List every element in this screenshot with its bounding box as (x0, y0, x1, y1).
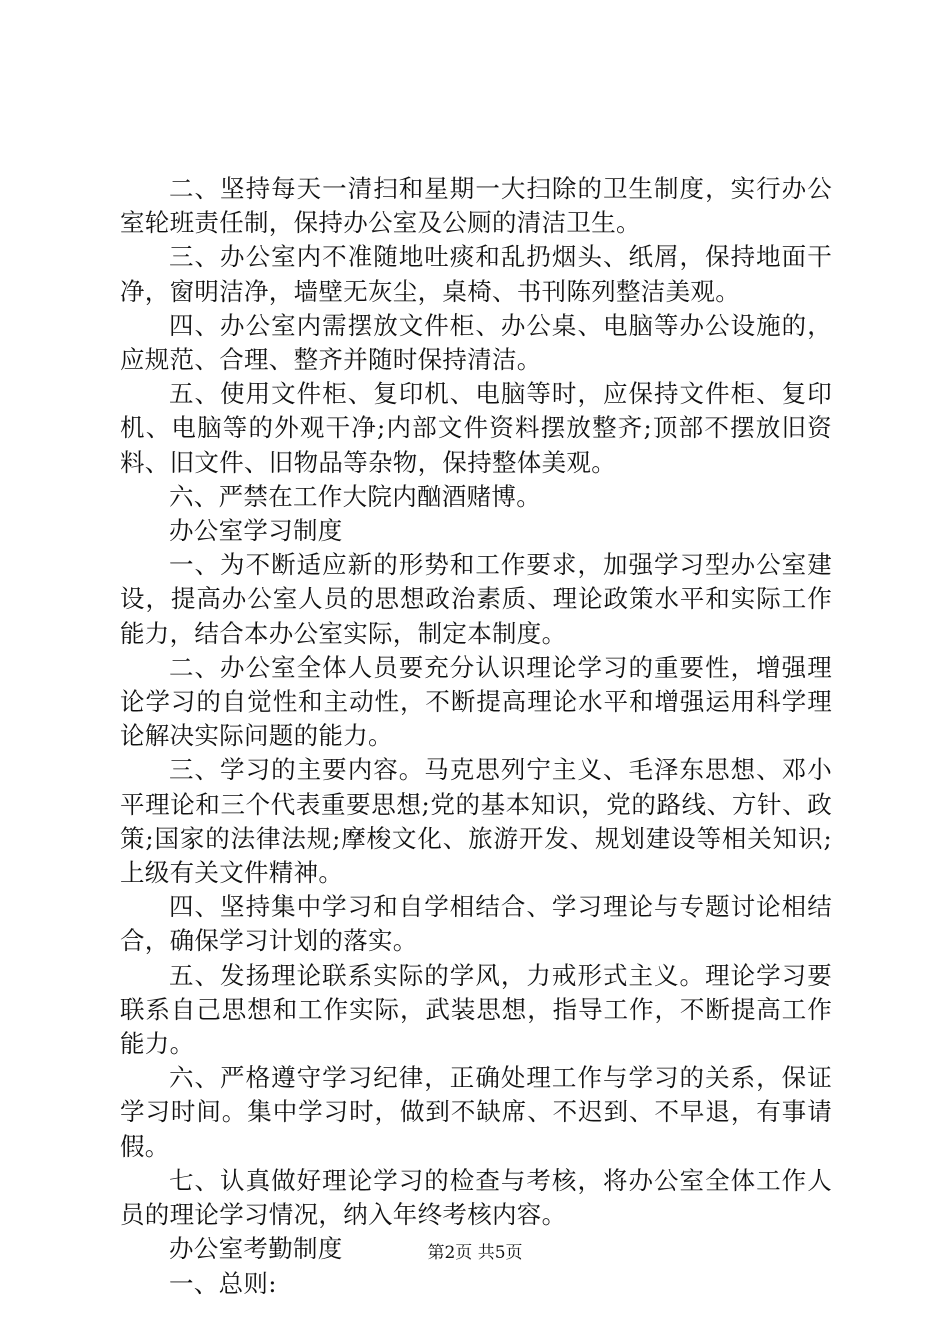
paragraph-7: 二、办公室全体人员要充分认识理论学习的重要性，增强理论学习的自觉性和主动性，不断提高理论水平和增强运用科学理论解决实际问题的能力。 (120, 652, 832, 751)
paragraph-13: 一、总则: (169, 1268, 277, 1298)
paragraph-2: 三、办公室内不准随地吐痰和乱扔烟头、纸屑，保持地面干净，窗明洁净，墙壁无灰尘，桌椅、书刊陈列整洁美观。 (120, 242, 832, 306)
paragraph-5: 六、严禁在工作大院内酗酒赌博。 (169, 481, 541, 511)
paragraph-3: 四、办公室内需摆放文件柜、办公桌、电脑等办公设施的，应规范、合理、整齐并随时保持清洁。 (120, 310, 832, 375)
paragraph-6: 一、为不断适应新的形势和工作要求，加强学习型办公室建设，提高办公室人员的思想政治素质、理论政策水平和实际工作能力，结合本办公室实际，制定本制度。 (120, 550, 832, 648)
paragraph-8: 三、学习的主要内容。马克思列宁主义、毛泽东思想、邓小平理论和三个代表重要思想;党的基本知识，党的路线、方针、政策;国家的法律法规;摩梭文化、旅游开发、规划建设等相关知识;上级有关文件精神。 (120, 755, 832, 888)
paragraph-10: 五、发扬理论联系实际的学风，力戒形式主义。理论学习要联系自己思想和工作实际，武装思想，指导工作，不断提高工作能力。 (120, 960, 832, 1059)
document-body (120, 172, 832, 1301)
paragraph-11: 六、严格遵守学习纪律，正确处理工作与学习的关系，保证学习时间。集中学习时，做到不缺席、不迟到、不早退，有事请假。 (120, 1063, 832, 1161)
paragraph-12: 七、认真做好理论学习的检查与考核，将办公室全体工作人员的理论学习情况，纳入年终考核内容。 (120, 1165, 832, 1230)
section-title-study-rules: 办公室学习制度 (169, 516, 343, 546)
paragraph-1: 二、坚持每天一清扫和星期一大扫除的卫生制度，实行办公室轮班责任制，保持办公室及公厕的清洁卫生。 (120, 174, 832, 238)
paragraph-9: 四、坚持集中学习和自学相结合、学习理论与专题讨论相结合，确保学习计划的落实。 (120, 892, 832, 956)
paragraph-4: 五、使用文件柜、复印机、电脑等时，应保持文件柜、复印机、电脑等的外观干净;内部文件资料摆放整齐;顶部不摆放旧资料、旧文件、旧物品等杂物，保持整体美观。 (120, 379, 832, 477)
section-title-attendance-rules: 办公室考勤制度 (169, 1234, 343, 1264)
page-footer: 第2页 共5页 (427, 1243, 523, 1263)
